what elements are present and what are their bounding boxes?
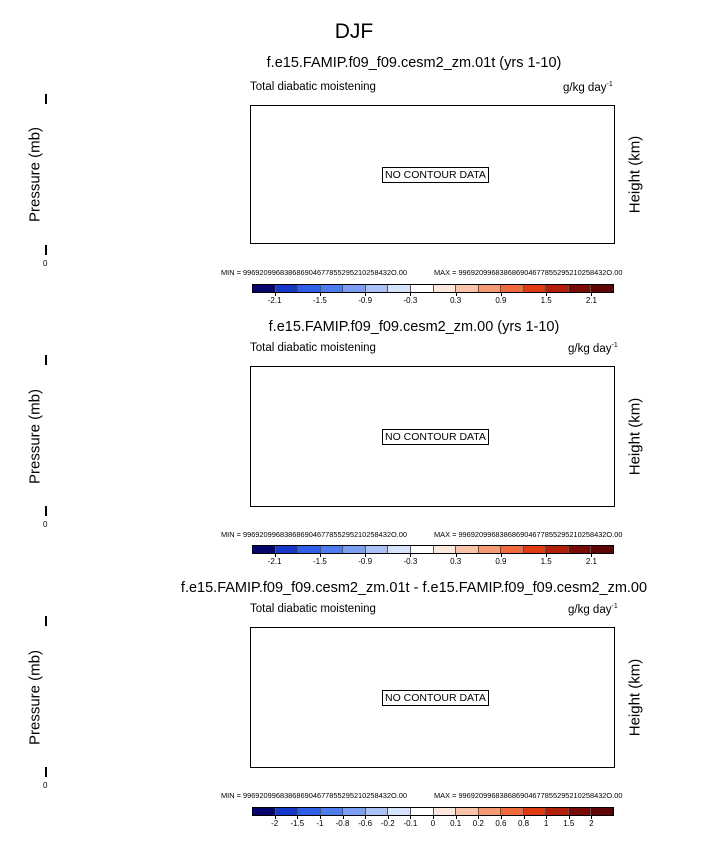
colorbar-tick-label: 0.9: [495, 296, 507, 305]
colorbar-tick-label: 0.3: [450, 296, 462, 305]
y-axis-tick-top: [45, 355, 47, 365]
colorbar-tick-label: -0.3: [403, 557, 418, 566]
y-axis-tick-top: [45, 616, 47, 626]
colorbar-tick-label: -0.1: [403, 819, 418, 828]
units-label: g/kg day$^{-1}$: [563, 81, 613, 94]
panel-1: [0, 0, 708, 305]
colorbar-tick-label: -2.1: [267, 557, 282, 566]
colorbar-tick-label: 1.5: [540, 557, 552, 566]
colorbar-segment: [253, 808, 276, 815]
max-label: MAX = 996920996838686904677855295210258432O.00: [434, 268, 623, 277]
colorbar-tick-label: -0.9: [358, 557, 373, 566]
y-tick-label: 0: [43, 520, 48, 529]
colorbar-segment: [524, 808, 547, 815]
panel-title: f.e15.FAMIP.f09_f09.cesm2_zm.01t (yrs 1-10): [266, 55, 562, 71]
variable-label: Total diabatic moistening: [250, 81, 376, 93]
y-tick-label: 0: [43, 781, 48, 790]
y-axis-tick-bottom: [45, 767, 47, 777]
colorbar-tick-label: -0.9: [358, 296, 373, 305]
y-axis-label-left: Pressure (mb): [26, 388, 44, 485]
min-label: MIN = 996920996838686904677855295210258432O.00: [221, 268, 407, 277]
colorbar-segment: [276, 808, 299, 815]
max-label: MAX = 996920996838686904677855295210258432O.00: [434, 791, 623, 800]
colorbar-tick-label: 0.3: [450, 557, 462, 566]
y-axis-tick-top: [45, 94, 47, 104]
colorbar-tick-label: 0.8: [517, 819, 530, 828]
variable-label: Total diabatic moistening: [250, 342, 376, 354]
colorbar-tick-label: -0.2: [380, 819, 395, 828]
y-axis-label-right: Height (km): [626, 397, 644, 476]
colorbar-segment: [298, 808, 321, 815]
variable-label: Total diabatic moistening: [250, 603, 376, 615]
colorbar-segment: [546, 808, 569, 815]
colorbar-segment: [501, 808, 524, 815]
colorbar-tick-label: -0.6: [358, 819, 373, 828]
colorbar-tick-label: -0.8: [335, 819, 350, 828]
colorbar-segment: [456, 808, 479, 815]
y-axis-tick-bottom: [45, 245, 47, 255]
colorbar-tick-label: -1: [316, 819, 324, 828]
colorbar-labels: [252, 816, 614, 830]
min-label: MIN = 996920996838686904677855295210258432O.00: [221, 530, 407, 539]
colorbar: [252, 807, 614, 816]
y-axis-label-left: Pressure (mb): [26, 126, 44, 223]
min-label: MIN = 996920996838686904677855295210258432O.00: [221, 791, 407, 800]
units-label: g/kg day$^{-1}$: [568, 603, 618, 616]
units-label: g/kg day$^{-1}$: [568, 342, 618, 355]
colorbar-tick-label: -2.1: [267, 296, 282, 305]
colorbar-segment: [321, 808, 344, 815]
colorbar-tick-label: -1.5: [312, 296, 327, 305]
colorbar-segment: [366, 808, 389, 815]
colorbar-tick-label: 1.5: [563, 819, 575, 828]
colorbar-tick-label: 0.2: [472, 819, 484, 828]
colorbar-segment: [591, 808, 613, 815]
colorbar-tick-label: 0.6: [495, 819, 507, 828]
colorbar-tick-label: -1.5: [290, 819, 305, 828]
y-axis-label-left: Pressure (mb): [26, 649, 44, 746]
y-tick-label: 0: [43, 259, 48, 268]
colorbar-tick-label: 0.9: [495, 557, 507, 566]
y-axis-label-right: Height (km): [626, 658, 644, 737]
colorbar-tick-label: -0.3: [403, 296, 418, 305]
y-axis-tick-bottom: [45, 506, 47, 516]
max-label: MAX = 996920996838686904677855295210258432O.00: [434, 530, 623, 539]
panel-3: [0, 522, 708, 844]
colorbar-tick-label: 0.1: [450, 819, 462, 828]
colorbar-tick-label: 0: [430, 819, 436, 828]
colorbar-tick-label: 2: [589, 819, 594, 828]
colorbar-segment: [479, 808, 502, 815]
y-axis-label-right: Height (km): [626, 135, 644, 214]
figure-title: DJF: [334, 20, 374, 43]
colorbar-segment: [343, 808, 366, 815]
colorbar-segment: [434, 808, 457, 815]
colorbar-segment: [569, 808, 592, 815]
colorbar-tick-label: 2.1: [585, 296, 597, 305]
colorbar-tick-label: -2: [271, 819, 279, 828]
colorbar-tick-label: -1.5: [312, 557, 327, 566]
colorbar-tick-label: 1: [543, 819, 549, 828]
panel-title: f.e15.FAMIP.f09_f09.cesm2_zm.01t - f.e15.FAMIP.f09_f09.cesm2_zm.00: [180, 580, 648, 596]
no-contour-data-label: NO CONTOUR DATA: [382, 690, 489, 706]
no-contour-data-label: NO CONTOUR DATA: [382, 167, 489, 183]
panel-title: f.e15.FAMIP.f09_f09.cesm2_zm.00 (yrs 1-10): [268, 319, 560, 335]
no-contour-data-label: NO CONTOUR DATA: [382, 429, 489, 445]
colorbar-tick-label: 2.1: [585, 557, 597, 566]
colorbar-tick-label: 1.5: [540, 296, 552, 305]
colorbar-segment: [411, 808, 434, 815]
panel-2: [0, 261, 708, 566]
colorbar-segment: [388, 808, 411, 815]
